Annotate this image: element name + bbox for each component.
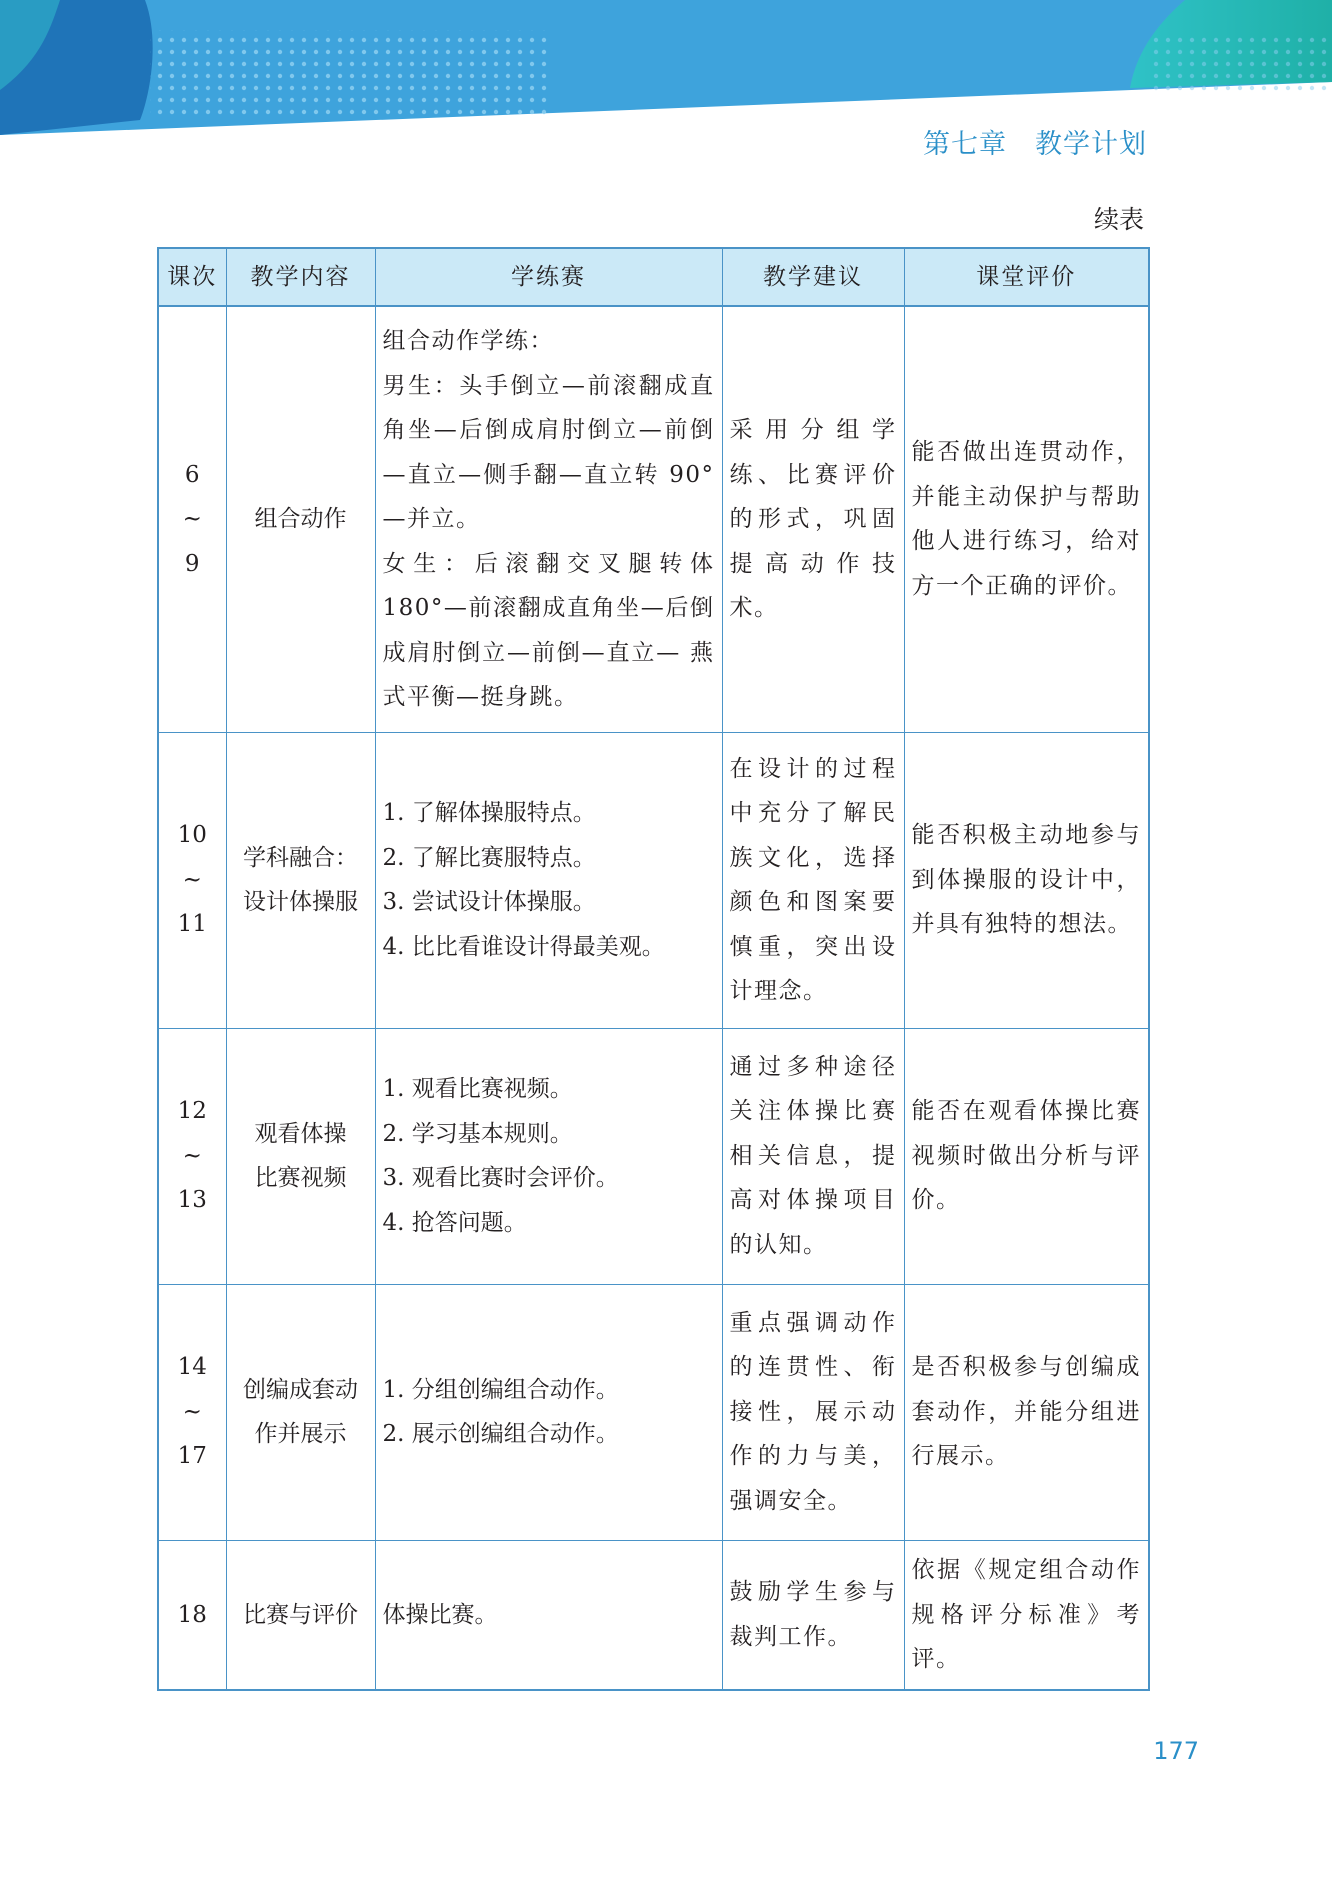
content-cell xyxy=(226,732,375,1028)
practice-line: 1. 了解体操服特点。 xyxy=(382,800,596,826)
lesson-range-sep: ~ xyxy=(182,866,202,893)
evaluation-cell: 能否在观看体操比赛视频时做出分析与评价。 xyxy=(904,1028,1149,1284)
practice-line: 组合动作学练： xyxy=(382,328,554,354)
practice-line: 女生：后滚翻交叉腿转体 180°—前滚翻成直角坐—后倒成肩肘倒立—前倒—直立— 燕式平衡—挺身跳。 xyxy=(382,550,715,710)
lesson-end: 13 xyxy=(177,1187,207,1214)
content-cell xyxy=(226,1028,375,1284)
content-cell xyxy=(226,1540,375,1690)
content-line: 比赛视频 xyxy=(254,1165,347,1191)
lesson-number: 18 xyxy=(177,1601,207,1628)
content-line: 观看体操 xyxy=(254,1120,347,1147)
lesson-end: 9 xyxy=(184,550,200,577)
content-cell xyxy=(226,306,375,732)
practice-line: 1. 分组创编组合动作。 xyxy=(382,1376,619,1403)
chapter-heading xyxy=(923,122,1147,161)
content-line: 作并展示 xyxy=(254,1421,347,1447)
advice-cell: 通过多种途径关注体操比赛相关信息，提高对体操项目的认知。 xyxy=(722,1028,904,1284)
practice-line: 体操比赛。 xyxy=(382,1601,498,1628)
table-row xyxy=(158,1540,1149,1690)
evaluation-cell: 能否做出连贯动作，并能主动保护与帮助他人进行练习，给对方一个正确的评价。 xyxy=(904,306,1149,732)
chapter-number: 第七章 xyxy=(923,129,1007,160)
advice-cell: 在设计的过程中充分了解民族文化，选择颜色和图案要慎重，突出设计理念。 xyxy=(722,732,904,1028)
lesson-start: 10 xyxy=(177,822,207,849)
chapter-title: 教学计划 xyxy=(1035,129,1147,160)
header-content: 教学内容 xyxy=(226,248,375,306)
practice-cell xyxy=(375,306,722,732)
lesson-cell xyxy=(158,1028,226,1284)
evaluation-cell: 能否积极主动地参与到体操服的设计中，并具有独特的想法。 xyxy=(904,732,1149,1028)
lesson-range-sep: ~ xyxy=(182,506,202,532)
advice-cell: 鼓励学生参与裁判工作。 xyxy=(722,1540,904,1690)
header-lesson: 课次 xyxy=(158,248,226,306)
content-line: 组合动作 xyxy=(254,506,347,532)
advice-cell: 重点强调动作的连贯性、衔接性，展示动作的力与美，强调安全。 xyxy=(722,1284,904,1540)
practice-line: 3. 观看比赛时会评价。 xyxy=(382,1165,619,1191)
teaching-plan-table xyxy=(157,247,1150,1691)
lesson-start: 14 xyxy=(177,1354,207,1381)
content-line: 创编成套动 xyxy=(243,1376,358,1403)
table-header-row xyxy=(158,248,1149,306)
lesson-range-sep: ~ xyxy=(182,1398,202,1425)
practice-cell xyxy=(375,1028,722,1284)
header-banner xyxy=(0,0,1332,140)
header-advice: 教学建议 xyxy=(722,248,904,306)
lesson-cell xyxy=(158,732,226,1028)
practice-cell xyxy=(375,1284,722,1540)
continued-label: 续表 xyxy=(1093,205,1144,234)
practice-line: 1. 观看比赛视频。 xyxy=(382,1076,573,1102)
practice-cell xyxy=(375,732,722,1028)
content-line: 比赛与评价 xyxy=(243,1601,358,1628)
content-cell xyxy=(226,1284,375,1540)
table-row xyxy=(158,306,1149,732)
practice-line: 4. 抢答问题。 xyxy=(382,1209,527,1236)
evaluation-cell: 依据《规定组合动作规格评分标准》考评。 xyxy=(904,1540,1149,1690)
evaluation-cell: 是否积极参与创编成套动作，并能分组进行展示。 xyxy=(904,1284,1149,1540)
header-practice: 学练赛 xyxy=(375,248,722,306)
table-row xyxy=(158,1028,1149,1284)
practice-line: 2. 展示创编组合动作。 xyxy=(382,1421,619,1447)
lesson-end: 11 xyxy=(177,911,207,938)
lesson-end: 17 xyxy=(177,1443,207,1470)
practice-line: 2. 学习基本规则。 xyxy=(382,1120,573,1147)
advice-cell: 采用分组学练、比赛评价的形式，巩固提高动作技术。 xyxy=(722,306,904,732)
lesson-cell xyxy=(158,1540,226,1690)
lesson-start: 12 xyxy=(177,1098,207,1125)
practice-line: 2. 了解比赛服特点。 xyxy=(382,844,596,871)
table-row xyxy=(158,1284,1149,1540)
lesson-range-sep: ~ xyxy=(182,1142,202,1169)
page-number: 177 xyxy=(1153,1737,1199,1765)
lesson-cell xyxy=(158,306,226,732)
lesson-cell xyxy=(158,1284,226,1540)
lesson-start: 6 xyxy=(184,461,200,488)
practice-line: 男生：头手倒立—前滚翻成直角坐—后倒成肩肘倒立—前倒—直立—侧手翻—直立转 90°—并立。 xyxy=(382,372,715,532)
practice-cell xyxy=(375,1540,722,1690)
content-line: 设计体操服 xyxy=(243,889,358,915)
practice-line: 4. 比比看谁设计得最美观。 xyxy=(382,933,665,960)
header-evaluation: 课堂评价 xyxy=(904,248,1149,306)
table-row xyxy=(158,732,1149,1028)
practice-line: 3. 尝试设计体操服。 xyxy=(382,889,596,915)
content-line: 学科融合： xyxy=(243,844,358,871)
